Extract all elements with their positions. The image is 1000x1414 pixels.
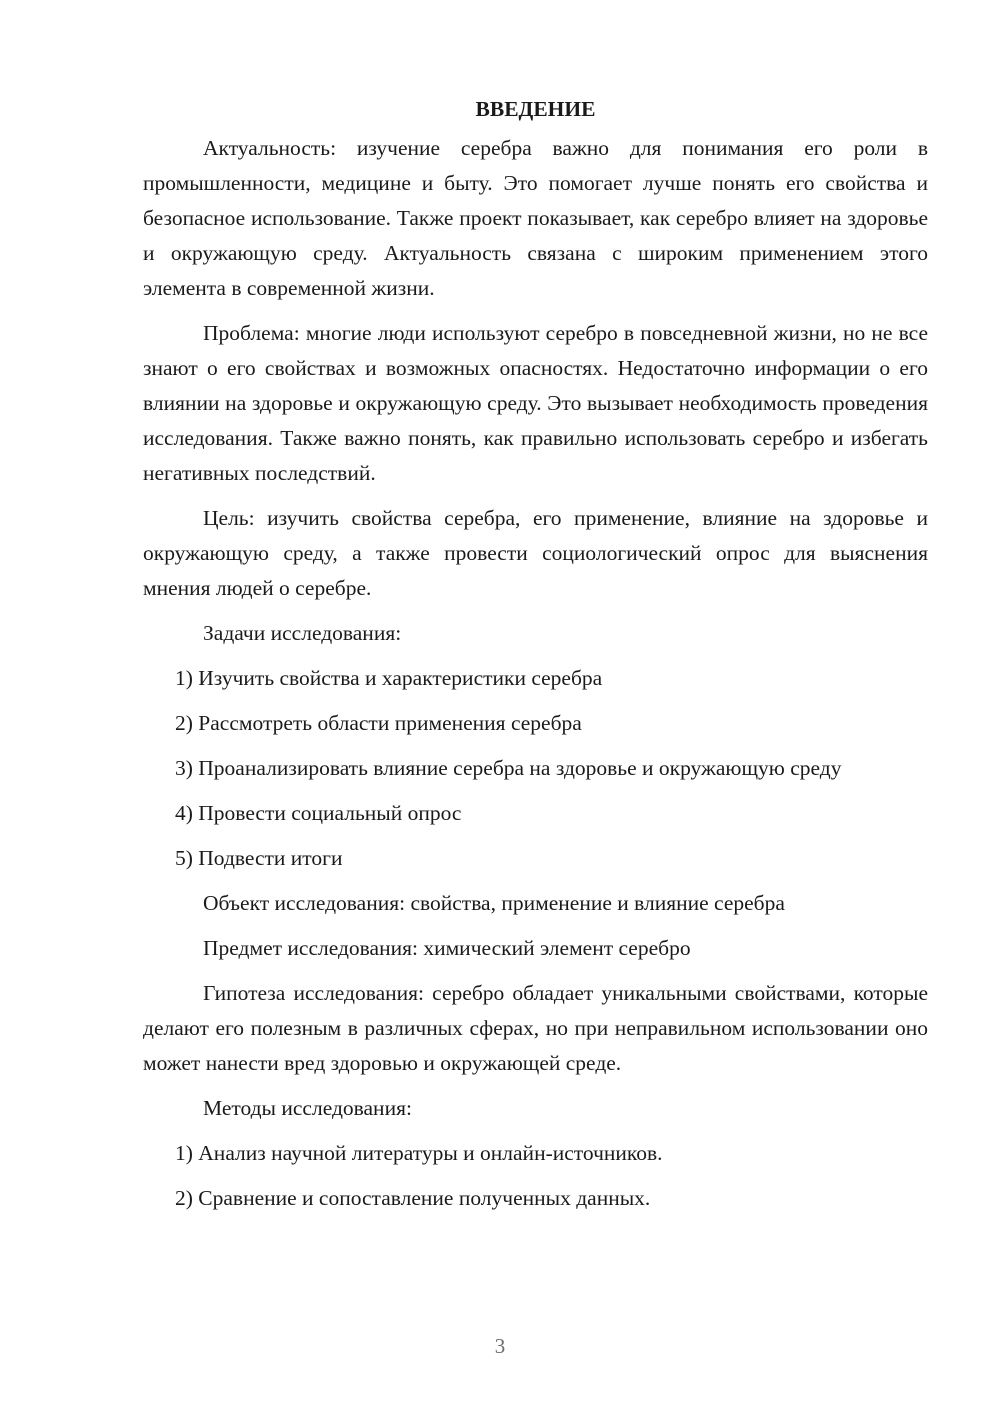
section-heading: ВВЕДЕНИЕ [475, 97, 596, 121]
relevance-paragraph: Актуальность: изучение серебра важно для понимания его роли в промышленности, медицине и быту. Это помогает лучше понять его свойства и безопасное использование. Также проект показывает, как серебро влияет на здоровье и окружающую среду. Актуальность связана с широким применением этого элемента в современной жизни. [143, 136, 928, 300]
task-item: 3) Проанализировать влияние серебра на здоровье и окружающую среду [175, 756, 842, 780]
task-item: 1) Изучить свойства и характеристики серебра [175, 666, 603, 690]
subject-paragraph: Предмет исследования: химический элемент серебро [203, 936, 691, 960]
hypothesis-paragraph: Гипотеза исследования: серебро обладает уникальными свойствами, которые делают его полезным в различных сферах, но при неправильном использовании оно может нанести вред здоровью и окружающей среде. [143, 981, 928, 1075]
page-number: 3 [494, 1334, 506, 1358]
problem-paragraph: Проблема: многие люди используют серебро в повседневной жизни, но не все знают о его свойствах и возможных опасностях. Недостаточно информации о его влиянии на здоровье и окружающую среду. Это вызывает необходимость проведения исследования. Также важно понять, как правильно использовать серебро и избегать негативных последствий. [143, 321, 928, 485]
object-paragraph: Объект исследования: свойства, применение и влияние серебра [203, 891, 785, 915]
task-item: 2) Рассмотреть области применения серебра [175, 711, 582, 735]
method-item: 2) Сравнение и сопоставление полученных данных. [175, 1186, 651, 1210]
goal-paragraph: Цель: изучить свойства серебра, его применение, влияние на здоровье и окружающую среду, а также провести социологический опрос для выяснения мнения людей о серебре. [143, 506, 928, 600]
document-page [143, 92, 928, 1226]
methods-heading: Методы исследования: [203, 1096, 412, 1120]
task-item: 4) Провести социальный опрос [175, 801, 462, 825]
method-item: 1) Анализ научной литературы и онлайн-источников. [175, 1141, 663, 1165]
tasks-heading: Задачи исследования: [203, 621, 402, 645]
task-item: 5) Подвести итоги [175, 846, 343, 870]
